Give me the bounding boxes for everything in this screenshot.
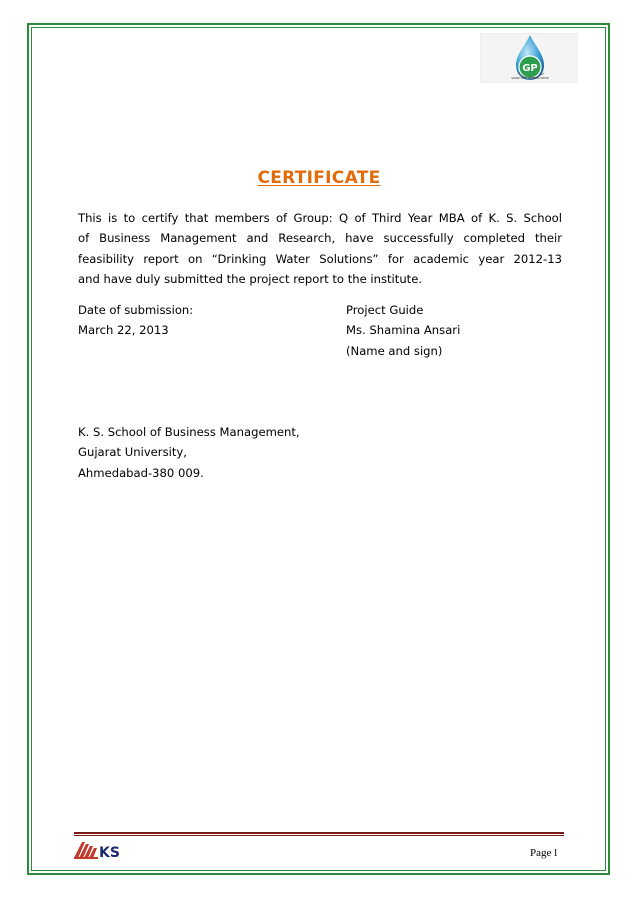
address-line: Ahmedabad-380 009.	[78, 465, 204, 480]
page-number: Page l	[530, 847, 558, 859]
guide-sign: (Name and sign)	[346, 343, 443, 358]
logo-initials: GP	[522, 63, 538, 74]
body-line: This is to certify that members of Group: Q of Third Year MBA of K. S. School	[78, 211, 562, 225]
footer-rule	[74, 832, 564, 834]
certificate-body	[78, 208, 562, 289]
address-line: Gujarat University,	[78, 445, 187, 460]
submission-date: March 22, 2013	[78, 323, 169, 338]
ks-logo	[72, 838, 120, 860]
guide-block	[346, 300, 460, 361]
water-drop-logo	[480, 33, 578, 83]
submission-block	[78, 300, 193, 341]
footer-rule-thin	[74, 835, 564, 836]
certificate-title: CERTIFICATE	[257, 168, 381, 188]
body-line: and have duly submitted the project report to the institute.	[78, 271, 423, 286]
body-line: feasibility report on “Drinking Water Solutions” for academic year 2012-13	[78, 251, 562, 266]
guide-label: Project Guide	[346, 303, 424, 317]
ks-logo-text: KS	[99, 845, 120, 860]
submission-label: Date of submission:	[78, 303, 194, 317]
address-line: K. S. School of Business Management,	[78, 425, 300, 439]
institute-address	[78, 422, 300, 483]
logo-caption: GRAND PURE DRINKING WATER	[511, 77, 549, 80]
body-line: of Business Management and Research, have successfully completed their	[78, 231, 562, 246]
guide-name: Ms. Shamina Ansari	[346, 323, 461, 338]
page-title	[0, 168, 638, 188]
